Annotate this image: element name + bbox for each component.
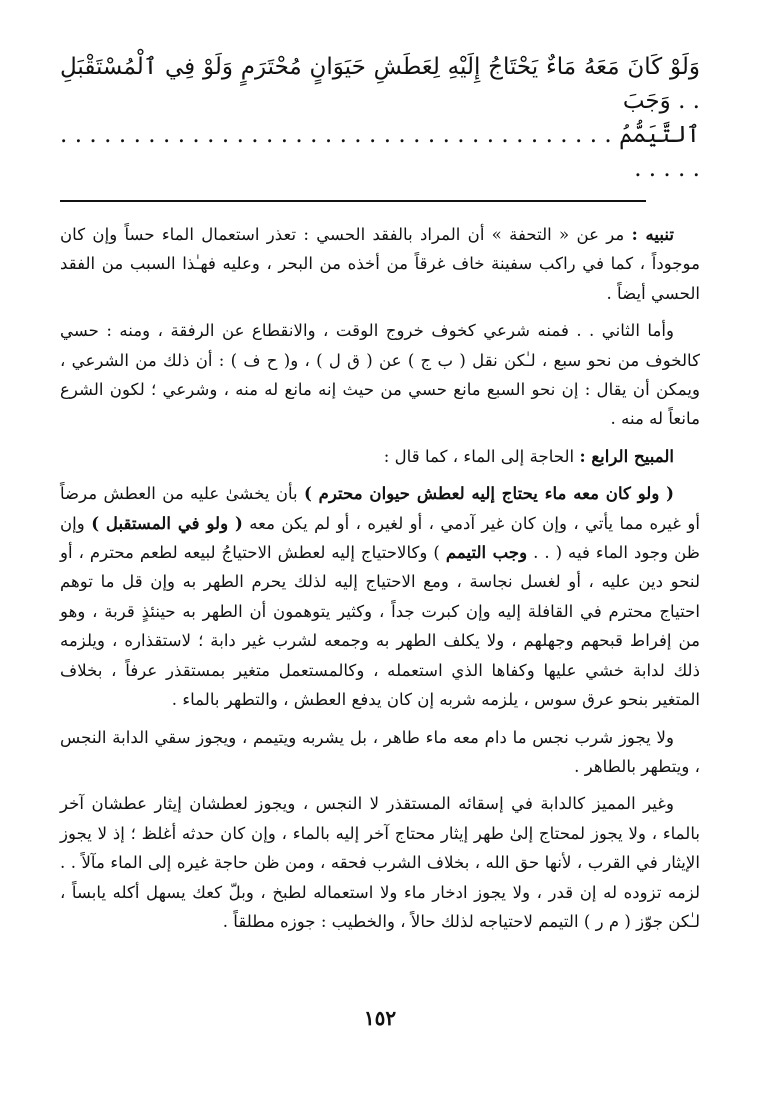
tanbih-heading: تنبيه : (631, 224, 674, 244)
mubih-text: الحاجة إلى الماء ، كما قال : (383, 446, 580, 466)
paragraph-quote (60, 479, 700, 714)
matn-text (60, 50, 700, 186)
page-content (60, 50, 700, 1070)
paragraph-second: وأما الثاني . . فمنه شرعي كخوف خروج الوقت ، والانقطاع عن الرفقة ، ومنه : حسي كالخوف من نحو سبع ، لـٰكن نقل ( ب ج ) عن ( ق ل ) ، و( ح ف ) : أن ذلك من الشرعي ، ويمكن أن يقال : إن نحو السبع مانع حسي من حيث إنه مانع له منه ، وشرعي ؛ لكون الشرع مانعاً له منه . (60, 321, 700, 429)
quote-bold-3: وجب التيمم (445, 542, 528, 563)
mubih-heading: المبيح الرابع : (579, 445, 674, 466)
quote-bold-2: ( ولو في المستقبل ) (91, 512, 243, 533)
paragraph-tanbih (60, 220, 700, 308)
tanbih-text: مر عن « التحفة » أن المراد بالفقد الحسي : تعذر استعمال الماء حساً وإن كان موجوداً ، كما في راكب سفينة خاف غرقاً من أخذه من البحر ، وعليه فهـٰذا السبب من الفقد الحسي أيضاً . (60, 225, 700, 303)
commentary (60, 220, 700, 936)
quote-text-a: بأن يخشىٰ عليه من العطش مرضاً أو غيره مما يأتي ، وإن كان غير آدمي ، أو لغيره ، أو لم يكن معه (60, 484, 700, 533)
matn-line-2 (60, 118, 700, 186)
paragraph-najis: ولا يجوز شرب نجس ما دام معه ماء طاهر ، بل يشربه ويتيمم ، ويجوز سقي الدابة النجس ، ويتطهر بالطاهر . (60, 727, 700, 776)
quote-bold-1: ( ولو كان معه ماء يحتاج إليه لعطش حيوان محترم ) (303, 483, 675, 504)
quote-text-c: ) وكالاحتياج إليه لعطش الاحتياجُ لبيعه لطعم محترم ، أو لنحو دين عليه ، أو لغسل نجاسة ، ومع الاحتياج إليه لذلك يحرم الطهر به وإن قل ما توهم احتياج محترم في القافلة إليه وإن كبرت جداً ، وكثير يتوهمون أن الطهر به حينئذٍ قربة ، وهو من إفراط قبحهم وجهلهم ، ولا يكلف الطهر به وجمعه لشرب غير دابة ؛ لاستقذاره ، ويلزمه ذلك لدابة خشي عليها وكفاها الذي استعمله ، وكالمستعمل متغير بمستقذر عرفاً ، بخلاف المتغير بنحو عرق سوس ، يلزمه شربه إن كان يدفع العطش ، والتطهر بالماء . (60, 543, 700, 710)
page-number: ١٥٢ (363, 1006, 397, 1030)
separator-rule (60, 200, 646, 202)
paragraph-mumayyiz: وغير المميز كالدابة في إسقائه المستقذر لا النجس ، ويجوز لعطشان إيثار عطشان آخر بالماء ، ولا يجوز لمحتاج إلىٰ طهر إيثار محتاج آخر إليه بالماء ، وإن كان حدثه أغلظ ؛ إذ لا يجوز الإيثار في القرب ، لأنها حق الله ، بخلاف الشرب فحقه ، ومن ظن حاجة غيره إلى الماء مآلاً . . لزمه تزوده له إن قدر ، ولا يجوز ادخار ماء ولا استعماله لطبخ ، وبلّ كعك يسهل أكله يابساً ، لـٰكن جوّز ( م ر ) التيمم لاحتياجه لذلك حالاً ، والخطيب : جوزه مطلقاً . (60, 794, 700, 931)
matn-line-2-word: ٱلتَّيَمُّمُ (619, 122, 700, 148)
paragraph-mubih (60, 442, 700, 471)
quote-text-b: وإن ظن وجود الماء فيه ( . . (60, 513, 700, 563)
matn-dots: . . . . . . . . . . . . . . . . . . . . . . . . . . . . . . . . . . . . . . . . . . . (60, 122, 700, 182)
matn-line-1: وَلَوْ كَانَ مَعَهُ مَاءٌ يَحْتَاجُ إِلَيْهِ لِعَطَشِ حَيَوَانٍ مُحْتَرَمٍ وَلَوْ فِي ٱلْمُسْتَقْبَلِ . . وَجَبَ (60, 54, 700, 114)
